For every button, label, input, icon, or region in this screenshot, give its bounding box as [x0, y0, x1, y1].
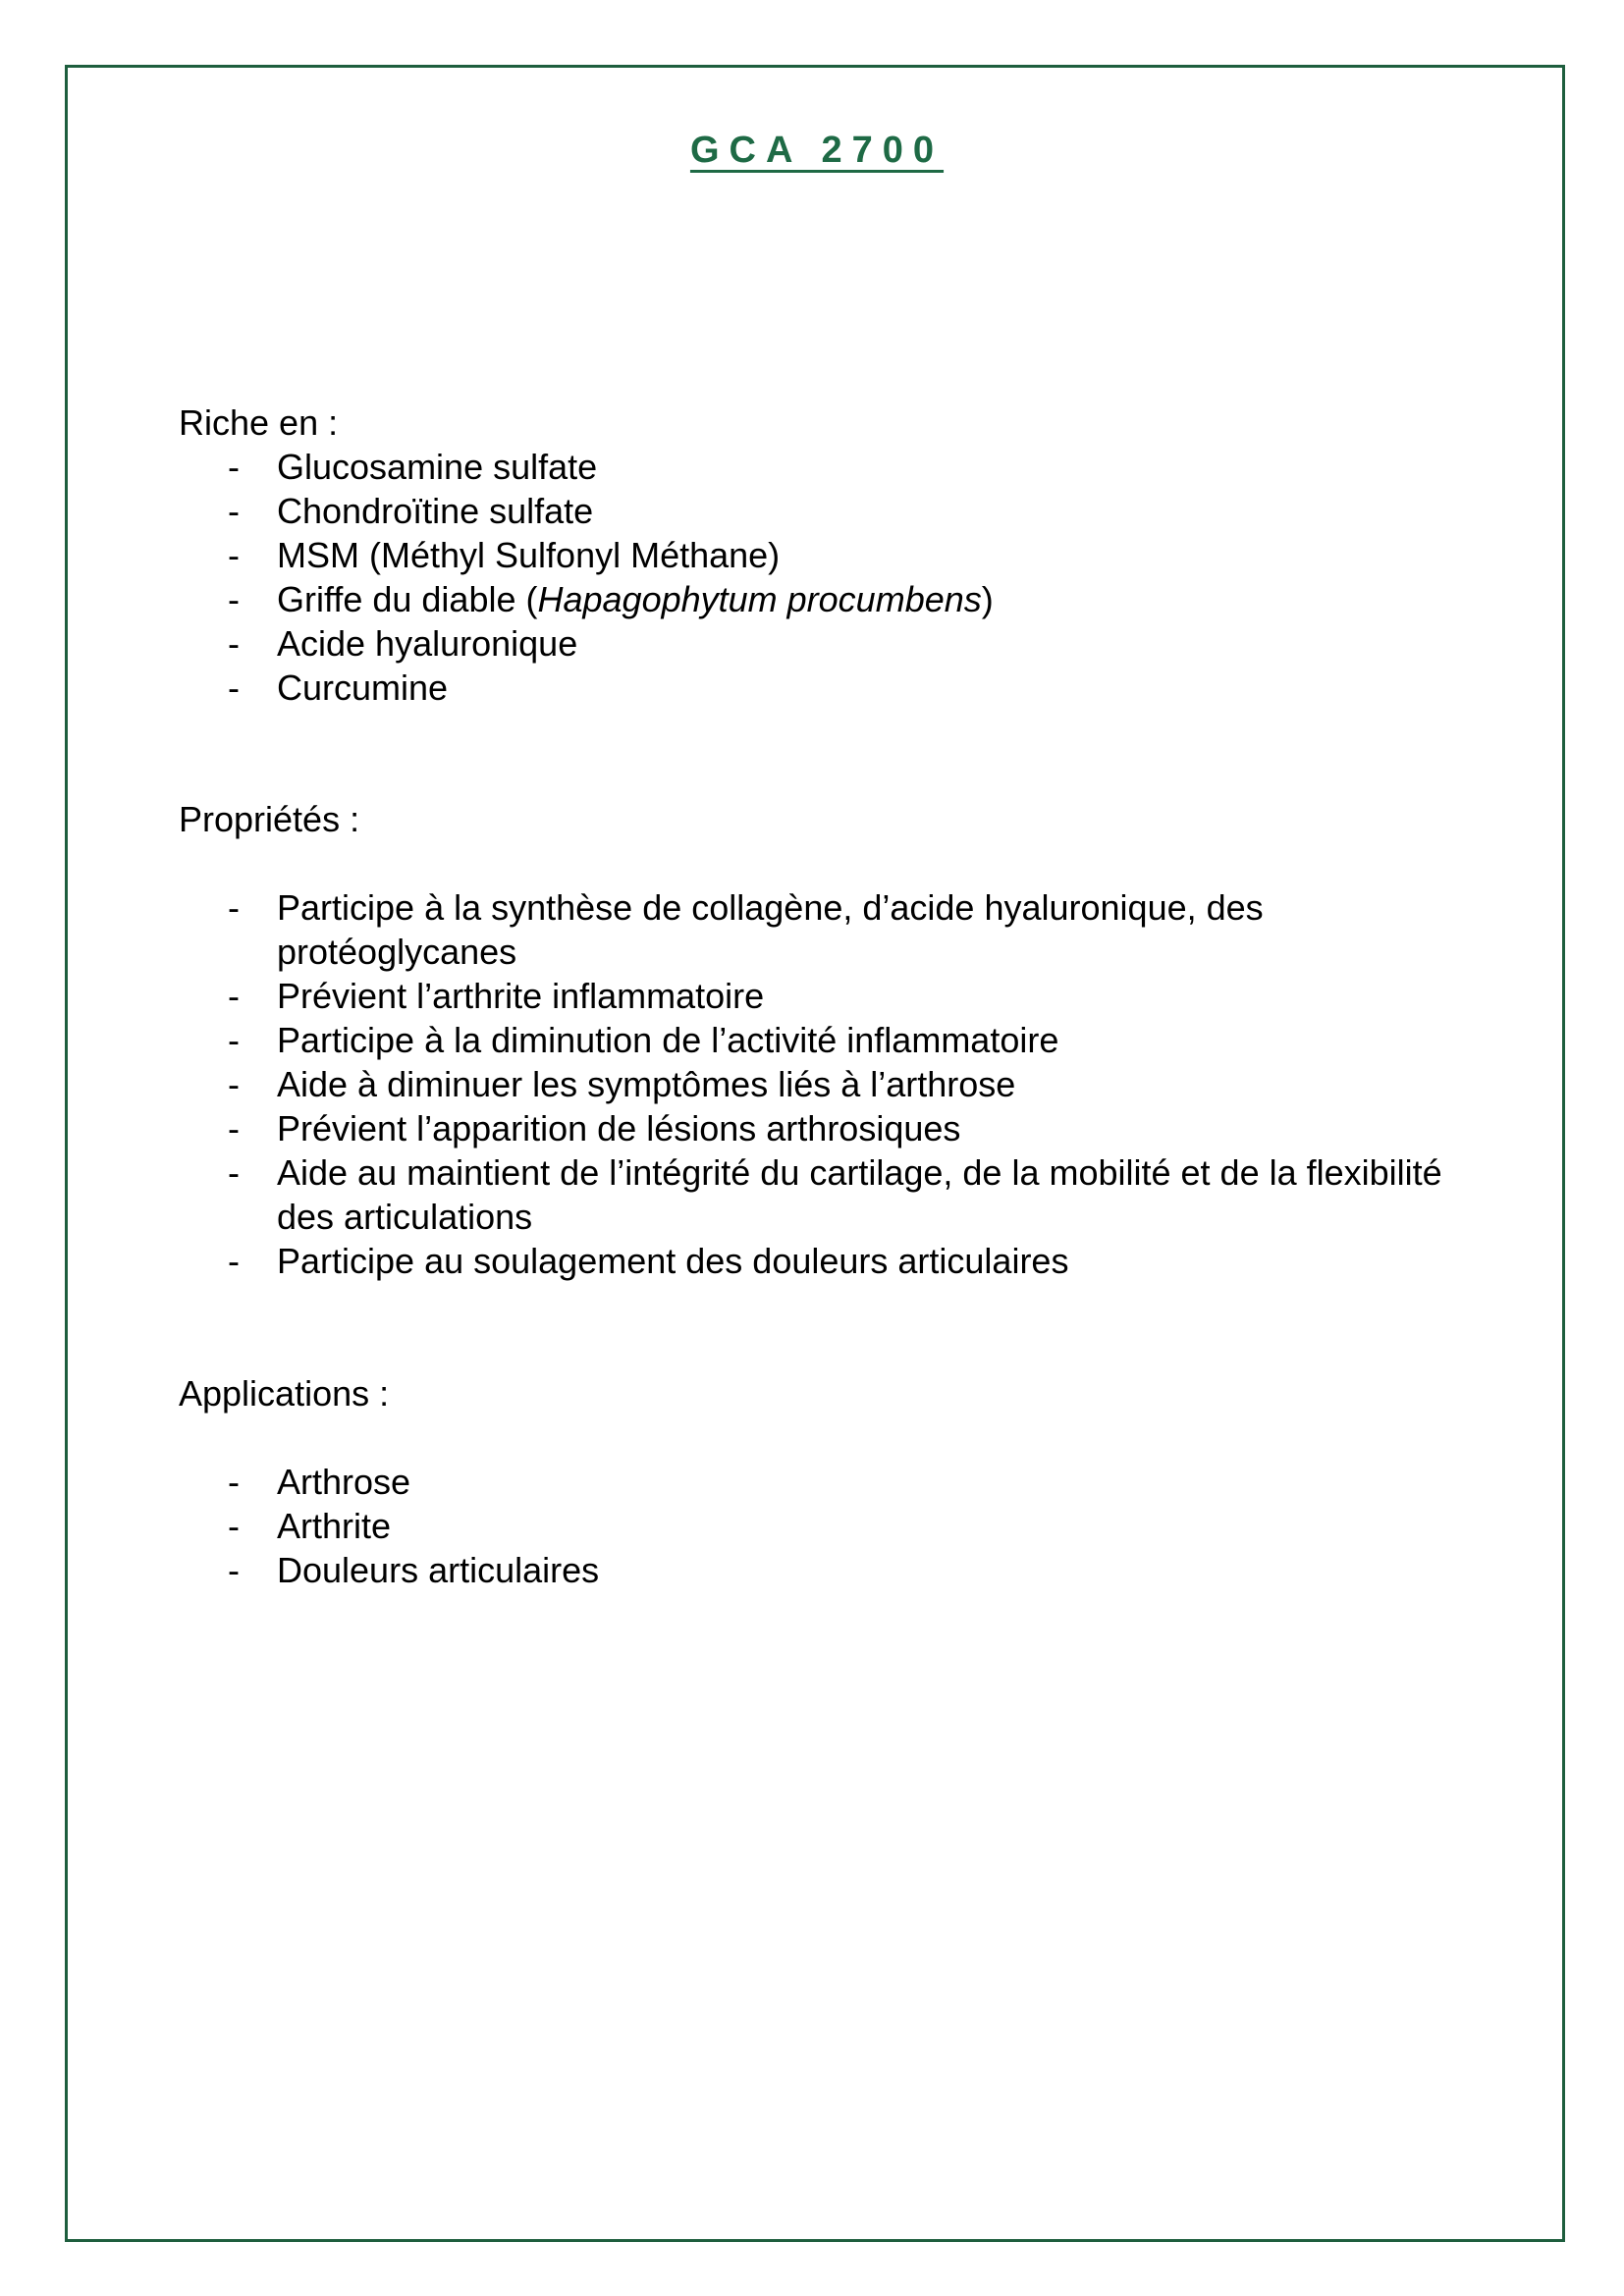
- section-riche-en: [179, 400, 1475, 710]
- latin-name: Hapagophytum procumbens: [537, 579, 982, 619]
- list-item: - MSM (Méthyl Sulfonyl Méthane): [179, 533, 1475, 577]
- list-item: - Participe à la synthèse de collagène, d’acide hyaluronique, des protéoglycanes: [179, 885, 1475, 974]
- list-item-suffix: ): [981, 579, 994, 619]
- list-item: - Prévient l’arthrite inflammatoire: [179, 974, 1475, 1018]
- section-heading-applications: Applications :: [179, 1373, 390, 1414]
- list-item-prefix: Griffe du diable (: [277, 579, 538, 619]
- list-item: - Curcumine: [179, 666, 1475, 710]
- list-item: - Aide à diminuer les symptômes liés à l’arthrose: [179, 1062, 1475, 1106]
- section-proprietes: [179, 797, 1475, 1283]
- list-item: - Glucosamine sulfate: [179, 445, 1475, 489]
- list-item: - Participe à la diminution de l’activité inflammatoire: [179, 1018, 1475, 1062]
- list-item: - Prévient l’apparition de lésions arthrosiques: [179, 1106, 1475, 1150]
- list-item: - Acide hyaluronique: [179, 621, 1475, 666]
- list-item: - Participe au soulagement des douleurs articulaires: [179, 1239, 1475, 1283]
- section-heading-proprietes: Propriétés :: [179, 799, 360, 839]
- document-title: [0, 132, 1624, 169]
- document-title-text: GCA 2700: [689, 130, 945, 171]
- applications-list: [179, 1460, 1475, 1592]
- list-item: - Arthrose: [179, 1460, 1475, 1504]
- section-applications: [179, 1371, 1475, 1592]
- list-item: [179, 577, 1475, 621]
- list-item: - Aide au maintient de l’intégrité du cartilage, de la mobilité et de la flexibilité des articulations: [179, 1150, 1475, 1239]
- list-item: - Chondroïtine sulfate: [179, 489, 1475, 533]
- list-item: - Arthrite: [179, 1504, 1475, 1548]
- properties-list: [179, 885, 1475, 1283]
- list-item: - Douleurs articulaires: [179, 1548, 1475, 1592]
- ingredients-list: [179, 445, 1475, 710]
- section-heading-riche-en: Riche en :: [179, 402, 339, 443]
